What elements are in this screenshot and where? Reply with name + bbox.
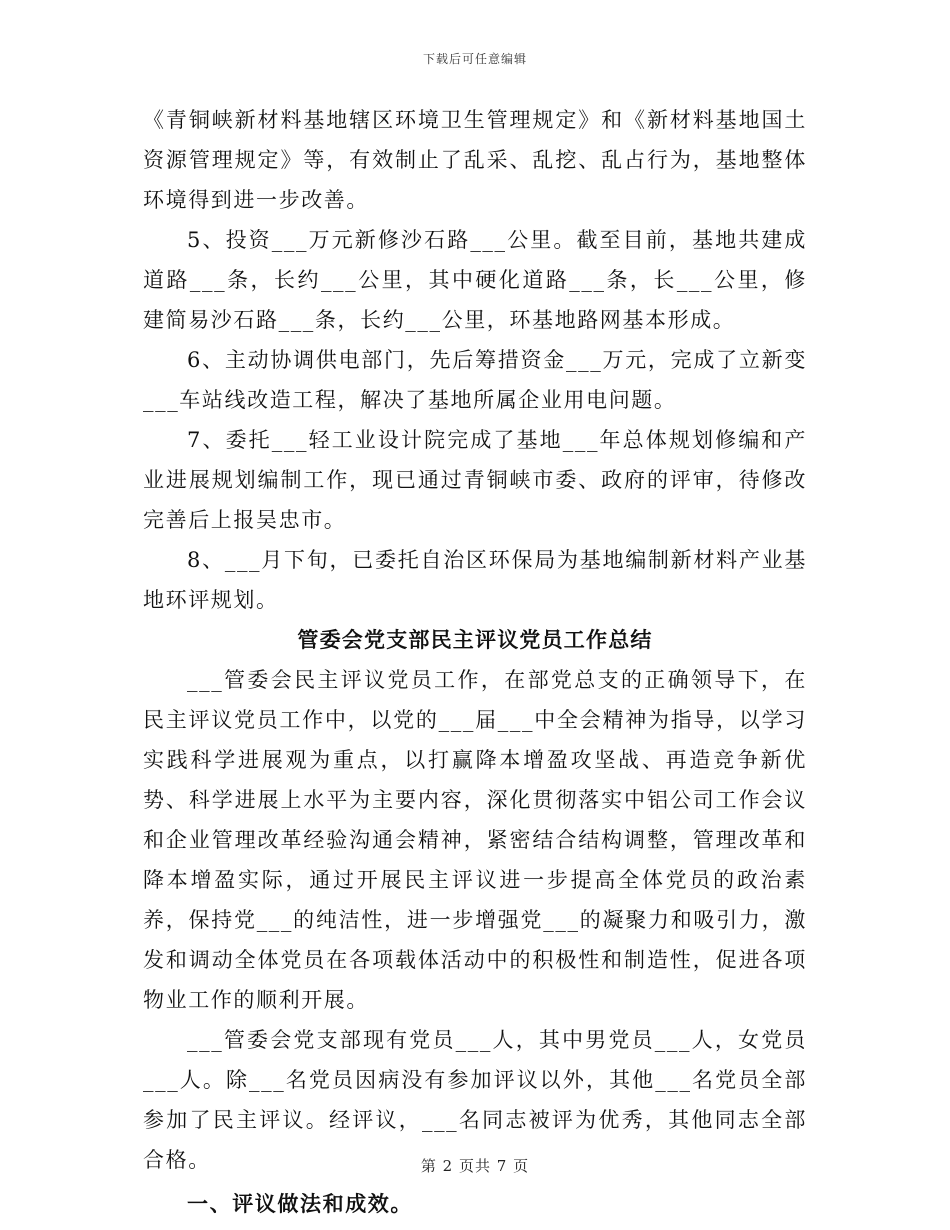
article-paragraph-intro: ___管委会民主评议党员工作，在部党总支的正确领导下，在民主评议党员工作中，以党的___届___中全会精神为指导，以学习实践科学进展观为重点，以打赢降本增盈攻坚战、再造竞争新优势、科学进展上水平为主要内容，深化贯彻落实中铝公司工作会议和企业管理改革经验沟通会精神，紧密结合结构调整，管理改革和降本增盈实际，通过开展民主评议进一步提高全体党员的政治素养，保持党___的纯洁性，进一步增强党___的凝聚力和吸引力，激发和调动全体党员在各项载体活动中的积极性和制造性，促进各项物业工作的顺利开展。 [143, 668, 807, 1012]
paragraph-continuation: 《青铜峡新材料基地辖区环境卫生管理规定》和《新材料基地国土资源管理规定》等，有效制止了乱采、乱挖、乱占行为，基地整体环境得到进一步改善。 [143, 108, 807, 212]
paragraph-item-5: 5、投资___万元新修沙石路___公里。截至目前，基地共建成道路___条，长约___公里，其中硬化道路___条，长___公里，修建简易沙石路___条，长约___公里，环基地路网基本形成。 [143, 228, 807, 332]
paragraph-item-6: 6、主动协调供电部门，先后筹措资金___万元，完成了立新变___车站线改造工程，解决了基地所属企业用电问题。 [143, 348, 807, 412]
document-body [143, 100, 807, 1224]
paragraph-item-8: 8、___月下旬，已委托自治区环保局为基地编制新材料产业基地环评规划。 [143, 548, 807, 612]
article-title: 管委会党支部民主评议党员工作总结 [297, 628, 653, 652]
section-heading: 一、评议做法和成效。 [187, 1191, 413, 1216]
page-footer: 第 2 页共 7 页 [420, 1157, 530, 1175]
paragraph-item-7: 7、委托___轻工业设计院完成了基地___年总体规划修编和产业进展规划编制工作，现已通过青铜峡市委、政府的评审，待修改完善后上报吴忠市。 [143, 428, 807, 532]
article-paragraph-members: ___管委会党支部现有党员___人，其中男党员___人，女党员___人。除___名党员因病没有参加评议以外，其他___名党员全部参加了民主评议。经评议，___名同志被评为优秀，其他同志全部合格。 [143, 1028, 807, 1172]
page-header: 下载后可任意编辑 [422, 52, 527, 66]
